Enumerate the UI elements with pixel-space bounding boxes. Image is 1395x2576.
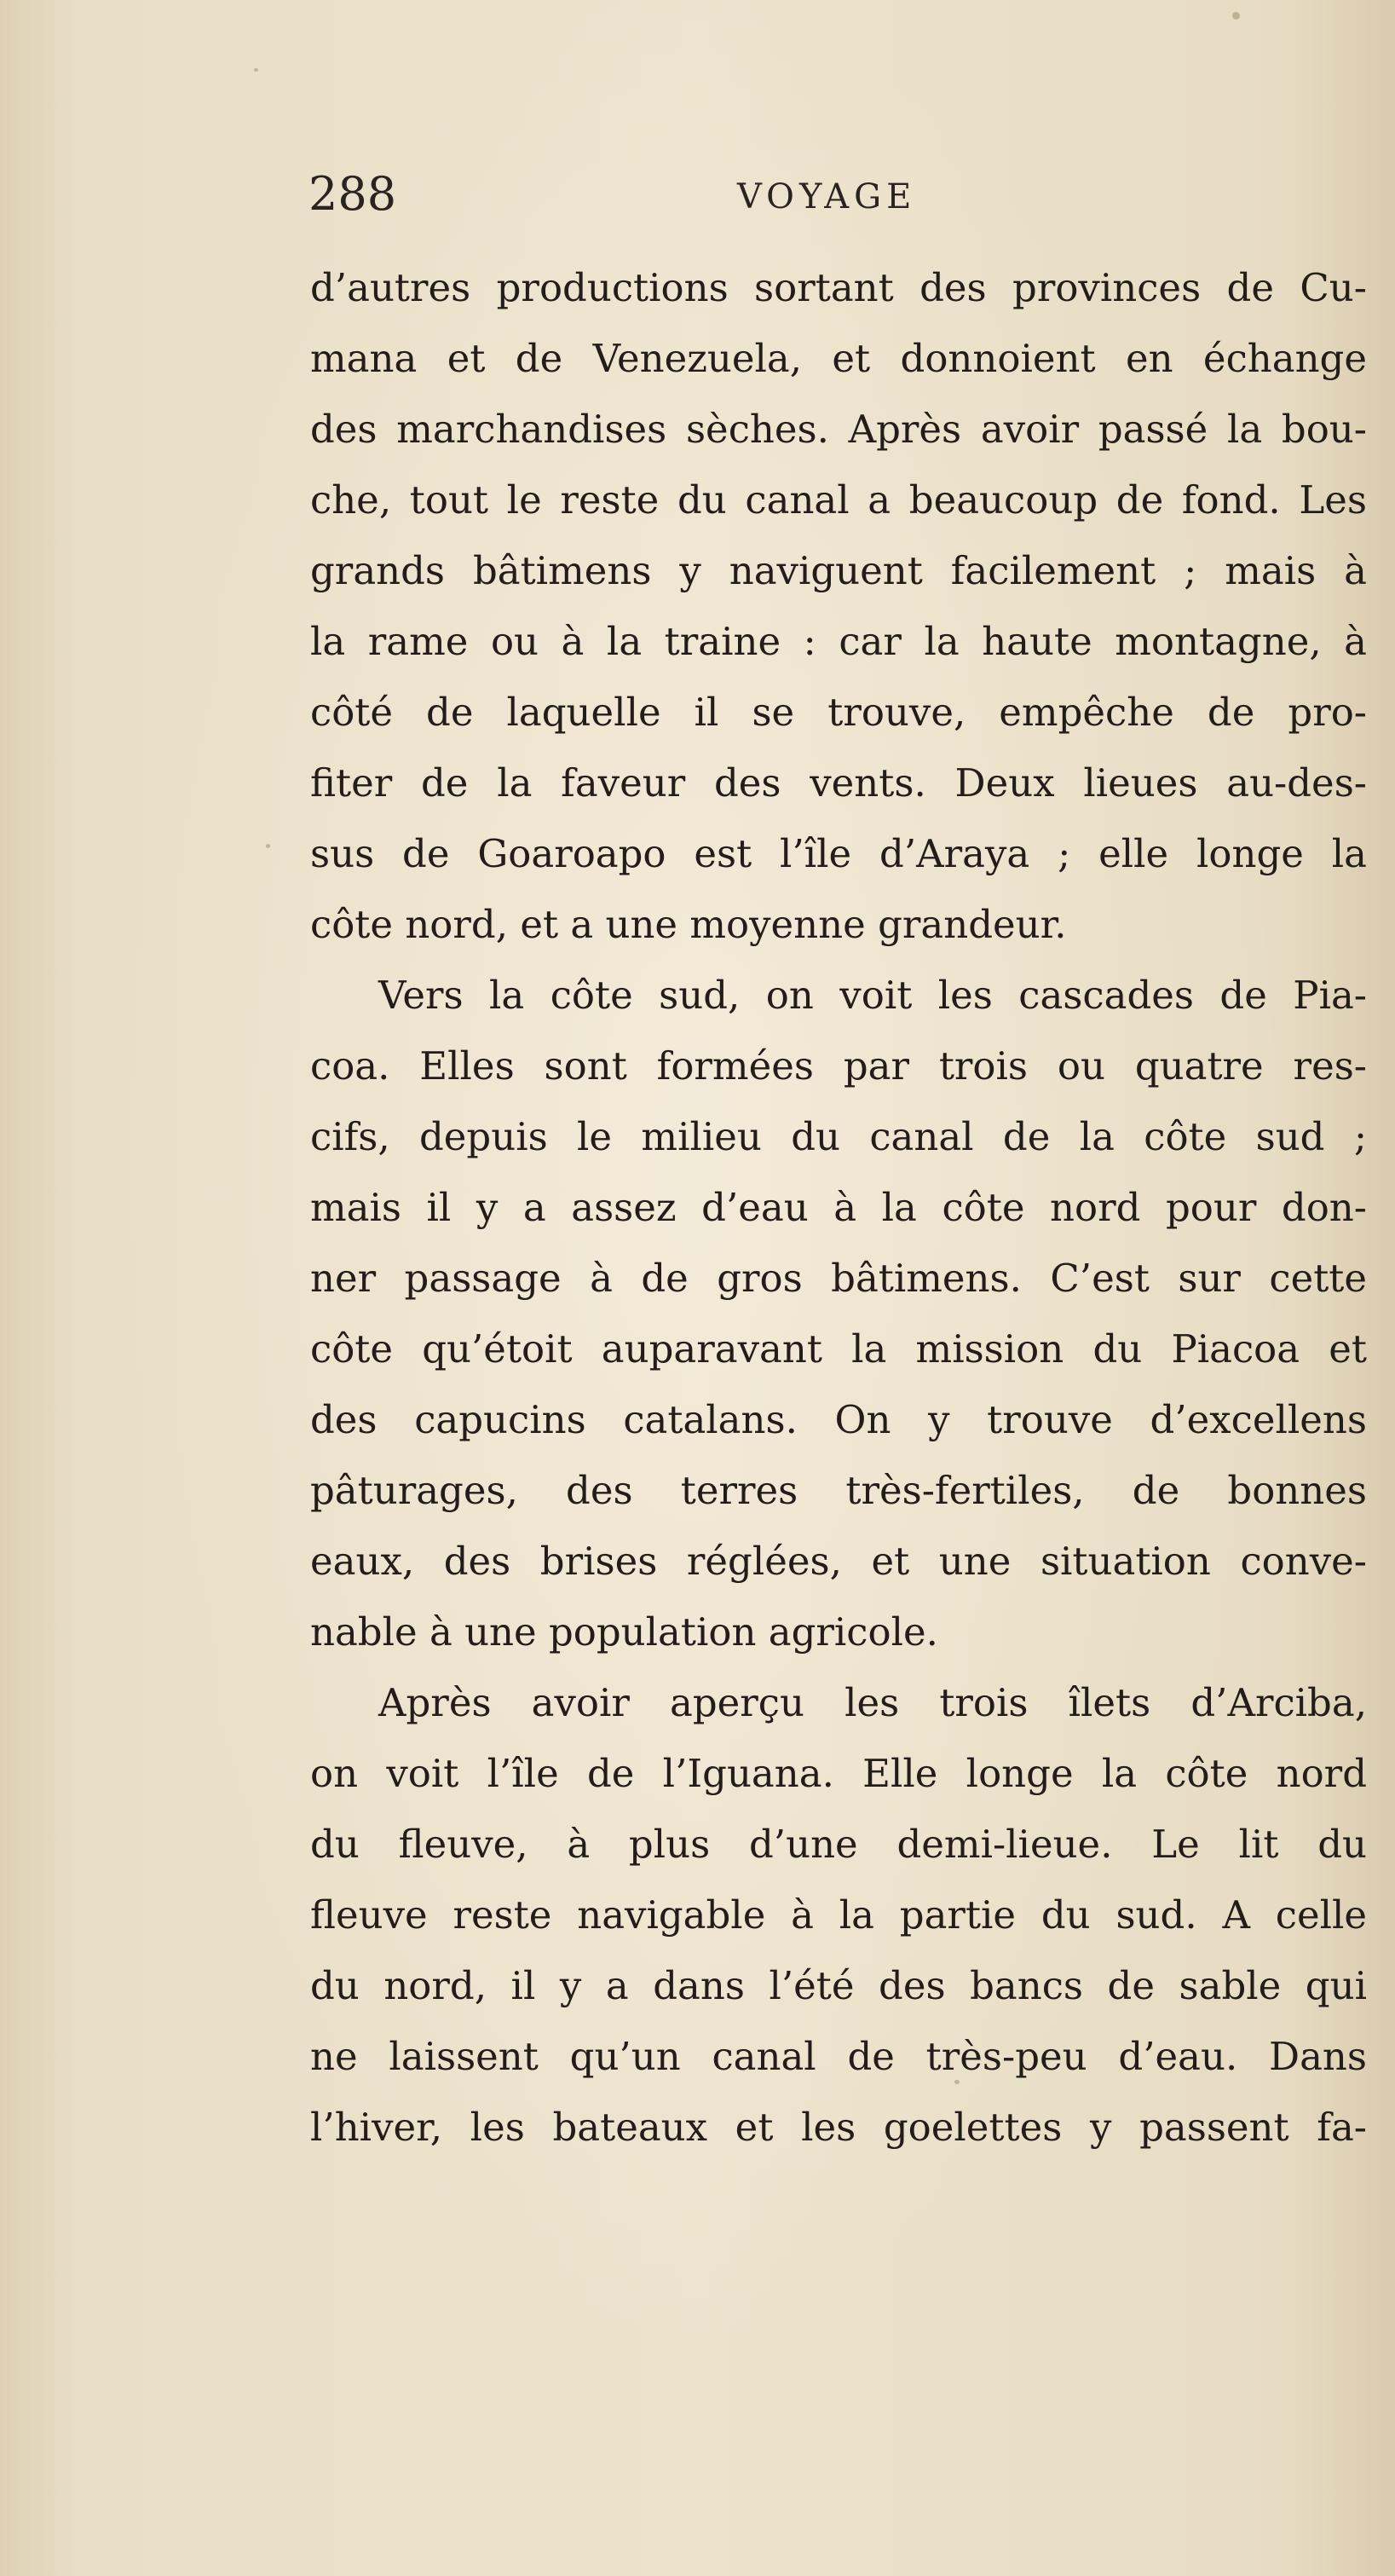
text-line: des marchandises sèches. Après avoir passé la bou- bbox=[310, 407, 1367, 452]
text-line: nable à une population agricole. bbox=[310, 1609, 938, 1655]
text-line: fleuve reste navigable à la partie du sud. A celle bbox=[310, 1892, 1367, 1938]
running-head: VOYAGE bbox=[737, 177, 917, 217]
text-line: la rame ou à la traine : car la haute montagne, à bbox=[310, 619, 1367, 664]
text-line: ner passage à de gros bâtimens. C’est sur cette bbox=[310, 1256, 1367, 1301]
paper-speck bbox=[266, 844, 270, 848]
text-line: pâturages, des terres très-fertiles, de bonnes bbox=[310, 1468, 1367, 1513]
text-line: cifs, depuis le milieu du canal de la côte sud ; bbox=[310, 1114, 1367, 1159]
text-line: Après avoir aperçu les trois îlets d’Arciba, bbox=[378, 1680, 1367, 1725]
text-line: côte qu’étoit auparavant la mission du Piacoa et bbox=[310, 1326, 1367, 1372]
page-number: 288 bbox=[308, 167, 397, 221]
body-text bbox=[310, 252, 1367, 2163]
text-line: du nord, il y a dans l’été des bancs de sable qui bbox=[310, 1963, 1367, 2008]
text-line: l’hiver, les bateaux et les goelettes y passent fa- bbox=[310, 2105, 1367, 2150]
text-line: sus de Goaroapo est l’île d’Araya ; elle longe la bbox=[310, 831, 1367, 876]
text-line: mana et de Venezuela, et donnoient en échange bbox=[310, 336, 1367, 381]
text-line: des capucins catalans. On y trouve d’excellens bbox=[310, 1397, 1367, 1442]
text-line: coa. Elles sont formées par trois ou quatre res- bbox=[310, 1043, 1367, 1089]
text-line: on voit l’île de l’Iguana. Elle longe la côte nord bbox=[310, 1751, 1367, 1796]
text-line: ne laissent qu’un canal de très-peu d’eau. Dans bbox=[310, 2034, 1367, 2079]
paper-speck bbox=[1232, 12, 1240, 20]
text-line: fiter de la faveur des vents. Deux lieues au-des- bbox=[310, 760, 1367, 806]
text-line: côté de laquelle il se trouve, empêche de pro- bbox=[310, 690, 1367, 735]
text-line: du fleuve, à plus d’une demi-lieue. Le lit du bbox=[310, 1822, 1367, 1867]
text-line: d’autres productions sortant des provinces de Cu- bbox=[310, 265, 1367, 310]
text-line: mais il y a assez d’eau à la côte nord pour don- bbox=[310, 1185, 1367, 1230]
text-line: che, tout le reste du canal a beaucoup de fond. Les bbox=[310, 477, 1367, 523]
text-line: grands bâtimens y naviguent facilement ; mais à bbox=[310, 548, 1367, 593]
text-line: eaux, des brises réglées, et une situation conve- bbox=[310, 1539, 1367, 1584]
text-line: côte nord, et a une moyenne grandeur. bbox=[310, 902, 1067, 947]
page-header bbox=[308, 167, 1374, 235]
paper-speck bbox=[254, 68, 258, 72]
text-line: Vers la côte sud, on voit les cascades de Pia- bbox=[378, 973, 1367, 1018]
